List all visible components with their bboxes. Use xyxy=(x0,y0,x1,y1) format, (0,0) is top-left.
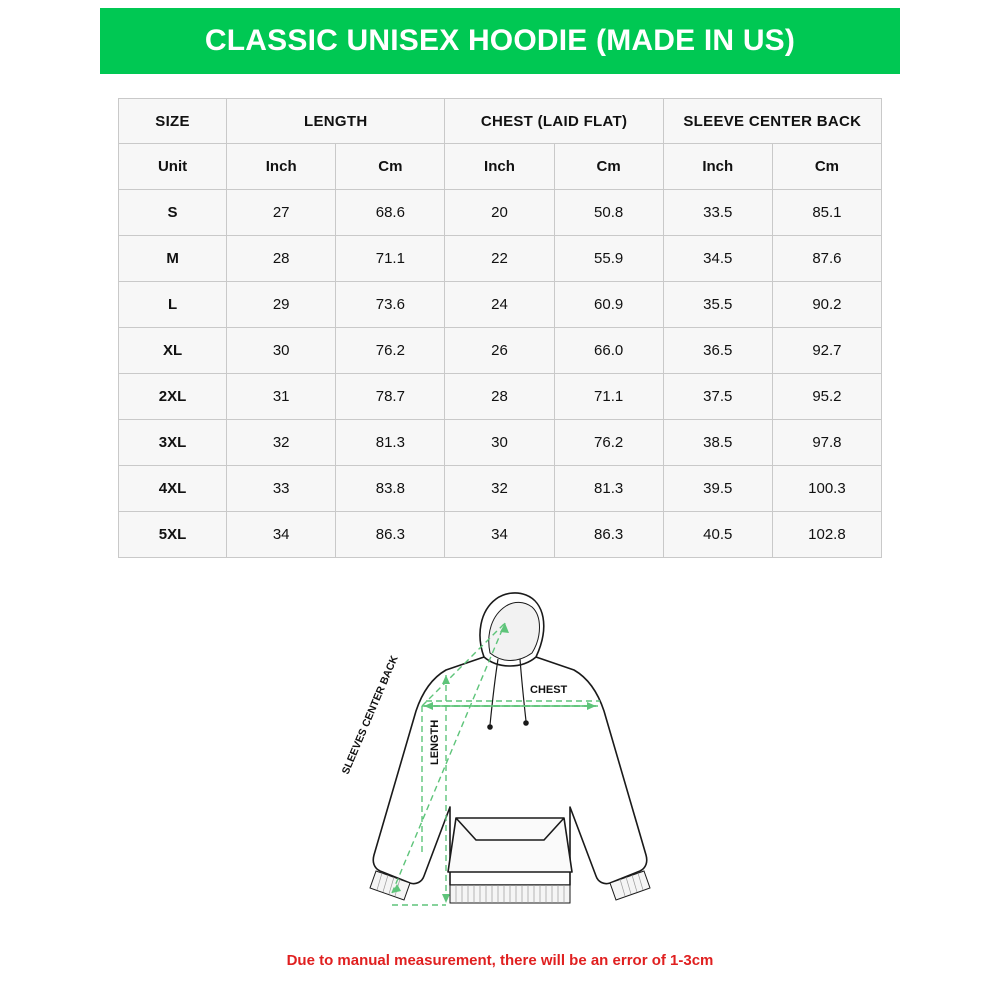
cell-length-inch: 32 xyxy=(227,420,336,466)
cell-chest-inch: 34 xyxy=(445,512,554,558)
cell-sleeve-cm: 97.8 xyxy=(772,420,881,466)
cell-sleeve-inch: 39.5 xyxy=(663,466,772,512)
cell-size: 5XL xyxy=(119,512,227,558)
hoodie-diagram xyxy=(300,575,720,935)
table-row xyxy=(119,374,882,420)
cell-chest-inch: 24 xyxy=(445,282,554,328)
cell-length-inch: 30 xyxy=(227,328,336,374)
cell-size: 3XL xyxy=(119,420,227,466)
cell-chest-cm: 81.3 xyxy=(554,466,663,512)
cell-length-cm: 71.1 xyxy=(336,236,445,282)
cell-chest-cm: 60.9 xyxy=(554,282,663,328)
cell-sleeve-cm: 85.1 xyxy=(772,190,881,236)
cell-chest-inch: 30 xyxy=(445,420,554,466)
cell-size: XL xyxy=(119,328,227,374)
cell-chest-cm: 66.0 xyxy=(554,328,663,374)
cell-size: M xyxy=(119,236,227,282)
unit-sleeve-inch: Inch xyxy=(663,144,772,190)
cell-chest-cm: 55.9 xyxy=(554,236,663,282)
cell-length-cm: 73.6 xyxy=(336,282,445,328)
cell-sleeve-inch: 40.5 xyxy=(663,512,772,558)
unit-length-cm: Cm xyxy=(336,144,445,190)
cell-sleeve-inch: 34.5 xyxy=(663,236,772,282)
cell-length-inch: 29 xyxy=(227,282,336,328)
cell-length-inch: 27 xyxy=(227,190,336,236)
cell-sleeve-cm: 95.2 xyxy=(772,374,881,420)
chest-label: CHEST xyxy=(530,684,568,696)
cell-sleeve-cm: 90.2 xyxy=(772,282,881,328)
cell-sleeve-cm: 92.7 xyxy=(772,328,881,374)
cell-chest-inch: 28 xyxy=(445,374,554,420)
cell-size: 2XL xyxy=(119,374,227,420)
cell-chest-cm: 76.2 xyxy=(554,420,663,466)
cell-length-inch: 28 xyxy=(227,236,336,282)
size-chart-table xyxy=(118,98,882,558)
unit-sleeve-cm: Cm xyxy=(772,144,881,190)
cell-length-cm: 68.6 xyxy=(336,190,445,236)
table-row xyxy=(119,512,882,558)
column-header-sleeve: SLEEVE CENTER BACK xyxy=(663,99,881,144)
table-row xyxy=(119,328,882,374)
cell-length-cm: 86.3 xyxy=(336,512,445,558)
unit-length-inch: Inch xyxy=(227,144,336,190)
length-label: LENGTH xyxy=(429,719,441,765)
cell-sleeve-inch: 37.5 xyxy=(663,374,772,420)
cell-sleeve-inch: 36.5 xyxy=(663,328,772,374)
page-title: CLASSIC UNISEX HOODIE (MADE IN US) xyxy=(204,24,796,57)
cell-chest-inch: 26 xyxy=(445,328,554,374)
table-row xyxy=(119,190,882,236)
table-row xyxy=(119,466,882,512)
table-row xyxy=(119,420,882,466)
cell-length-inch: 31 xyxy=(227,374,336,420)
cell-length-cm: 83.8 xyxy=(336,466,445,512)
cell-sleeve-cm: 102.8 xyxy=(772,512,881,558)
cell-length-inch: 34 xyxy=(227,512,336,558)
cell-sleeve-inch: 38.5 xyxy=(663,420,772,466)
cell-length-cm: 78.7 xyxy=(336,374,445,420)
cell-size: L xyxy=(119,282,227,328)
sleeves-label: SLEEVES CENTER BACK xyxy=(339,653,401,777)
measurement-disclaimer: Due to manual measurement, there will be an error of 1-3cm xyxy=(286,952,714,969)
cell-chest-cm: 71.1 xyxy=(554,374,663,420)
cell-sleeve-inch: 35.5 xyxy=(663,282,772,328)
column-header-chest: CHEST (LAID FLAT) xyxy=(445,99,663,144)
cell-sleeve-cm: 87.6 xyxy=(772,236,881,282)
cell-sleeve-cm: 100.3 xyxy=(772,466,881,512)
column-header-size: SIZE xyxy=(119,99,227,144)
cell-size: S xyxy=(119,190,227,236)
cell-size: 4XL xyxy=(119,466,227,512)
unit-chest-cm: Cm xyxy=(554,144,663,190)
cell-chest-inch: 20 xyxy=(445,190,554,236)
cell-length-cm: 76.2 xyxy=(336,328,445,374)
cell-chest-inch: 32 xyxy=(445,466,554,512)
cell-chest-cm: 86.3 xyxy=(554,512,663,558)
header-banner xyxy=(100,8,900,74)
table-unit-row xyxy=(119,144,882,190)
table-row xyxy=(119,282,882,328)
cell-length-inch: 33 xyxy=(227,466,336,512)
cell-length-cm: 81.3 xyxy=(336,420,445,466)
column-header-length: LENGTH xyxy=(227,99,445,144)
table-row xyxy=(119,236,882,282)
table-group-header-row xyxy=(119,99,882,144)
cell-chest-cm: 50.8 xyxy=(554,190,663,236)
unit-chest-inch: Inch xyxy=(445,144,554,190)
cell-sleeve-inch: 33.5 xyxy=(663,190,772,236)
unit-label: Unit xyxy=(119,144,227,190)
cell-chest-inch: 22 xyxy=(445,236,554,282)
